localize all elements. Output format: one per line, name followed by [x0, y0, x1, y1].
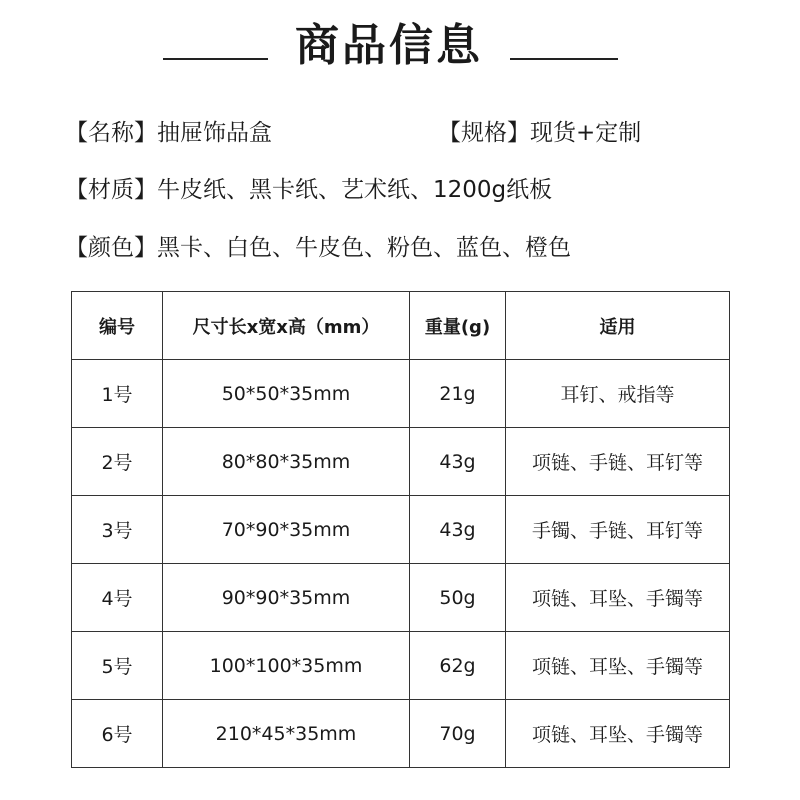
cell-number: 2号 [72, 428, 163, 496]
cell-number: 1号 [72, 360, 163, 428]
table-header-row [72, 292, 730, 360]
table-row [72, 632, 730, 700]
cell-usage: 项链、耳坠、手镯等 [506, 564, 730, 632]
cell-size: 210*45*35mm [163, 700, 410, 768]
cell-weight: 50g [410, 564, 506, 632]
title-row [0, 14, 800, 78]
table-row [72, 700, 730, 768]
cell-number: 5号 [72, 632, 163, 700]
cell-number: 3号 [72, 496, 163, 564]
size-table [71, 291, 730, 768]
header-weight: 重量(g) [410, 292, 506, 360]
cell-usage: 手镯、手链、耳钉等 [506, 496, 730, 564]
cell-number: 4号 [72, 564, 163, 632]
cell-size: 80*80*35mm [163, 428, 410, 496]
product-colors: 【颜色】黑卡、白色、牛皮色、粉色、蓝色、橙色 [65, 235, 571, 261]
table-row [72, 564, 730, 632]
cell-size: 100*100*35mm [163, 632, 410, 700]
table-row [72, 360, 730, 428]
table-row [72, 428, 730, 496]
header-number: 编号 [72, 292, 163, 360]
cell-weight: 43g [410, 496, 506, 564]
title-divider-right [510, 58, 618, 60]
cell-size: 70*90*35mm [163, 496, 410, 564]
table-row [72, 496, 730, 564]
cell-weight: 43g [410, 428, 506, 496]
title-divider-left [163, 58, 268, 60]
product-spec: 【规格】现货+定制 [438, 120, 642, 146]
cell-weight: 21g [410, 360, 506, 428]
cell-usage: 耳钉、戒指等 [506, 360, 730, 428]
cell-usage: 项链、手链、耳钉等 [506, 428, 730, 496]
header-usage: 适用 [506, 292, 730, 360]
product-material: 【材质】牛皮纸、黑卡纸、艺术纸、1200g纸板 [65, 177, 553, 203]
page-title: 商品信息 [295, 20, 483, 71]
cell-size: 50*50*35mm [163, 360, 410, 428]
cell-usage: 项链、耳坠、手镯等 [506, 700, 730, 768]
cell-weight: 70g [410, 700, 506, 768]
header-size: 尺寸长x宽x高（mm） [163, 292, 410, 360]
cell-number: 6号 [72, 700, 163, 768]
product-name: 【名称】抽屉饰品盒 [65, 120, 272, 146]
cell-usage: 项链、耳坠、手镯等 [506, 632, 730, 700]
cell-size: 90*90*35mm [163, 564, 410, 632]
cell-weight: 62g [410, 632, 506, 700]
